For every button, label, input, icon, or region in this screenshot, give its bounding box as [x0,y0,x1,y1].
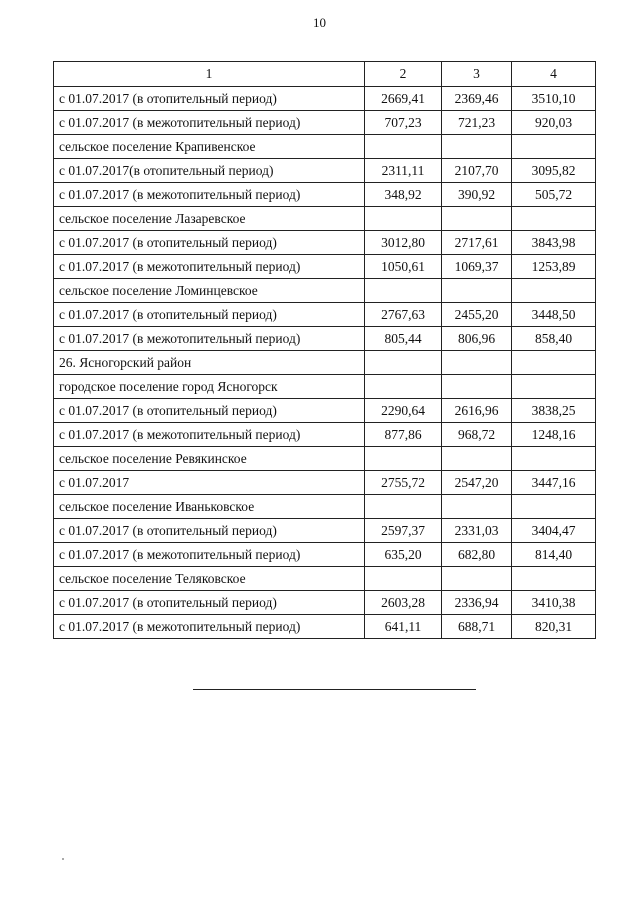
value-cell-col2: 2755,72 [365,471,442,495]
value-cell-col4: 3410,38 [512,591,596,615]
value-cell-col4 [512,207,596,231]
column-header-1: 1 [54,62,365,87]
table-row [54,375,596,399]
table-row [54,159,596,183]
value-cell-col3 [442,351,512,375]
column-header-2: 2 [365,62,442,87]
value-cell-col3 [442,567,512,591]
column-header-3: 3 [442,62,512,87]
table-row [54,423,596,447]
value-cell-col3 [442,447,512,471]
value-cell-col2: 2669,41 [365,87,442,111]
table-row [54,591,596,615]
value-cell-col2 [365,279,442,303]
value-cell-col2 [365,495,442,519]
table-row [54,495,596,519]
value-cell-col4: 920,03 [512,111,596,135]
value-cell-col2 [365,447,442,471]
value-cell-col4: 3095,82 [512,159,596,183]
value-cell-col3: 2547,20 [442,471,512,495]
table-row [54,279,596,303]
value-cell-col4: 814,40 [512,543,596,567]
row-label-cell: с 01.07.2017 (в межотопительный период) [54,543,365,567]
row-label-cell: с 01.07.2017 (в отопительный период) [54,303,365,327]
scan-speck [62,858,64,860]
value-cell-col3: 2336,94 [442,591,512,615]
value-cell-col2: 1050,61 [365,255,442,279]
value-cell-col2: 2290,64 [365,399,442,423]
row-label-cell: сельское поселение Лазаревское [54,207,365,231]
table-row [54,231,596,255]
table-row [54,351,596,375]
value-cell-col3: 1069,37 [442,255,512,279]
row-label-cell: сельское поселение Ревякинское [54,447,365,471]
table-row [54,303,596,327]
table-row [54,87,596,111]
row-label-cell: с 01.07.2017 (в межотопительный период) [54,327,365,351]
value-cell-col4 [512,375,596,399]
value-cell-col4: 3843,98 [512,231,596,255]
value-cell-col2 [365,351,442,375]
table-row [54,111,596,135]
value-cell-col4 [512,135,596,159]
value-cell-col3: 806,96 [442,327,512,351]
value-cell-col3: 2107,70 [442,159,512,183]
value-cell-col3: 2331,03 [442,519,512,543]
row-label-cell: с 01.07.2017 (в отопительный период) [54,87,365,111]
row-label-cell: сельское поселение Крапивенское [54,135,365,159]
table-row [54,615,596,639]
value-cell-col2 [365,207,442,231]
value-cell-col2: 805,44 [365,327,442,351]
value-cell-col3: 2616,96 [442,399,512,423]
table-row [54,207,596,231]
end-separator-line [193,689,476,690]
row-label-cell: с 01.07.2017 [54,471,365,495]
value-cell-col4: 3404,47 [512,519,596,543]
row-label-cell: с 01.07.2017 (в межотопительный период) [54,111,365,135]
table-row [54,135,596,159]
value-cell-col3 [442,135,512,159]
value-cell-col3: 2717,61 [442,231,512,255]
value-cell-col3: 688,71 [442,615,512,639]
value-cell-col2: 877,86 [365,423,442,447]
table-row [54,399,596,423]
value-cell-col3 [442,495,512,519]
table-header-row [54,62,596,87]
value-cell-col4: 505,72 [512,183,596,207]
value-cell-col2: 2603,28 [365,591,442,615]
value-cell-col2 [365,135,442,159]
value-cell-col2: 348,92 [365,183,442,207]
row-label-cell: с 01.07.2017 (в межотопительный период) [54,255,365,279]
value-cell-col2: 3012,80 [365,231,442,255]
value-cell-col4: 1253,89 [512,255,596,279]
page-number: 10 [313,15,326,30]
value-cell-col3 [442,279,512,303]
row-label-cell: с 01.07.2017(в отопительный период) [54,159,365,183]
value-cell-col2: 2767,63 [365,303,442,327]
row-label-cell: 26. Ясногорский район [54,351,365,375]
value-cell-col2 [365,375,442,399]
value-cell-col3: 390,92 [442,183,512,207]
value-cell-col2: 2597,37 [365,519,442,543]
value-cell-col4 [512,447,596,471]
row-label-cell: с 01.07.2017 (в отопительный период) [54,591,365,615]
value-cell-col3: 968,72 [442,423,512,447]
value-cell-col4: 1248,16 [512,423,596,447]
table-row [54,447,596,471]
tariff-table [53,61,596,639]
row-label-cell: с 01.07.2017 (в межотопительный период) [54,183,365,207]
value-cell-col2: 641,11 [365,615,442,639]
value-cell-col3: 2369,46 [442,87,512,111]
value-cell-col2 [365,567,442,591]
row-label-cell: с 01.07.2017 (в отопительный период) [54,231,365,255]
value-cell-col4: 3510,10 [512,87,596,111]
value-cell-col3: 682,80 [442,543,512,567]
column-header-4: 4 [512,62,596,87]
table-row [54,519,596,543]
value-cell-col3 [442,375,512,399]
value-cell-col4: 820,31 [512,615,596,639]
row-label-cell: с 01.07.2017 (в межотопительный период) [54,423,365,447]
value-cell-col4: 3448,50 [512,303,596,327]
table-row [54,327,596,351]
row-label-cell: с 01.07.2017 (в межотопительный период) [54,615,365,639]
value-cell-col3 [442,207,512,231]
table-row [54,255,596,279]
value-cell-col4 [512,495,596,519]
row-label-cell: с 01.07.2017 (в отопительный период) [54,399,365,423]
value-cell-col2: 635,20 [365,543,442,567]
row-label-cell: городское поселение город Ясногорск [54,375,365,399]
row-label-cell: сельское поселение Иваньковское [54,495,365,519]
row-label-cell: сельское поселение Теляковское [54,567,365,591]
row-label-cell: с 01.07.2017 (в отопительный период) [54,519,365,543]
table-row [54,471,596,495]
value-cell-col4: 3447,16 [512,471,596,495]
table-row [54,567,596,591]
value-cell-col4 [512,279,596,303]
value-cell-col3: 2455,20 [442,303,512,327]
table-row [54,543,596,567]
value-cell-col4 [512,567,596,591]
value-cell-col2: 707,23 [365,111,442,135]
table-row [54,183,596,207]
row-label-cell: сельское поселение Ломинцевское [54,279,365,303]
value-cell-col3: 721,23 [442,111,512,135]
value-cell-col2: 2311,11 [365,159,442,183]
value-cell-col4 [512,351,596,375]
value-cell-col4: 858,40 [512,327,596,351]
value-cell-col4: 3838,25 [512,399,596,423]
